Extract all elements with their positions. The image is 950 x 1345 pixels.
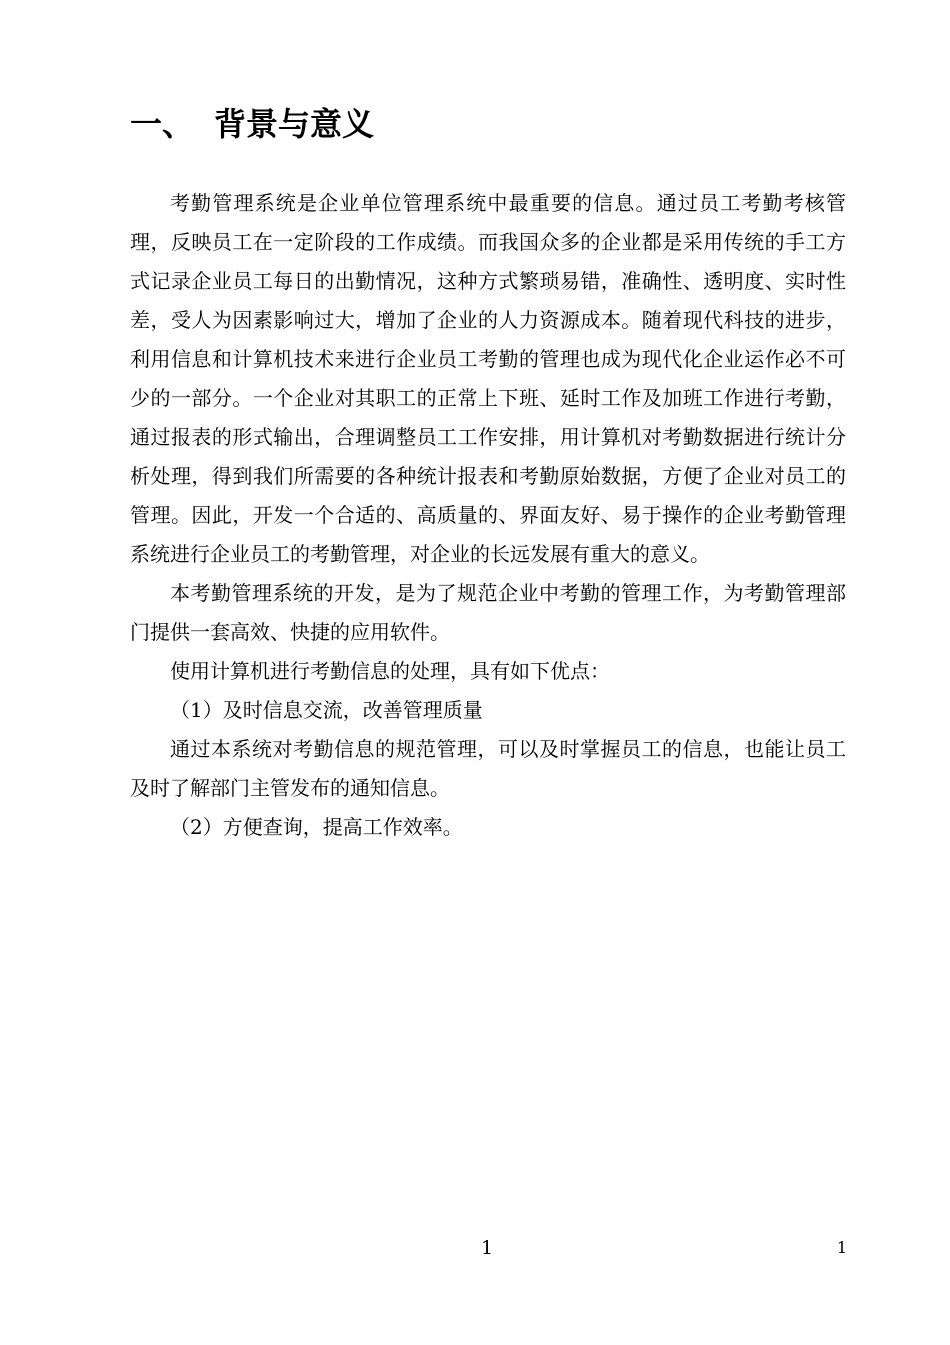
page-number-right: 1 [836,1238,848,1257]
paragraph-advantages-intro: 使用计算机进行考勤信息的处理，具有如下优点： [170,659,610,683]
list-item-1: （1）及时信息交流，改善管理质量 [170,698,483,722]
page-number-center: 1 [480,1237,494,1259]
paragraph-item-1-detail: 通过本系统对考勤信息的规范管理，可以及时掌握员工的信息，也能让员工及时了解部门主管发布的通知信息。 [130,737,846,800]
body-text [130,184,846,847]
section-heading [130,100,374,148]
paragraph-purpose: 本考勤管理系统的开发，是为了规范企业中考勤的管理工作，为考勤管理部门提供一套高效、快捷的应用软件。 [130,581,846,644]
paragraph-background: 考勤管理系统是企业单位管理系统中最重要的信息。通过员工考勤考核管理，反映员工在一定阶段的工作成绩。而我国众多的企业都是采用传统的手工方式记录企业员工每日的出勤情况，这种方式繁琐易错，准确性、透明度、实时性差，受人为因素影响过大，增加了企业的人力资源成本。随着现代科技的进步，利用信息和计算机技术来进行企业员工考勤的管理也成为现代化企业运作必不可少的一部分。一个企业对其职工的正常上下班、延时工作及加班工作进行考勤，通过报表的形式输出，合理调整员工工作安排，用计算机对考勤数据进行统计分析处理，得到我们所需要的各种统计报表和考勤原始数据，方便了企业对员工的管理。因此，开发一个合适的、高质量的、界面友好、易于操作的企业考勤管理系统进行企业员工的考勤管理，对企业的长远发展有重大的意义。 [130,191,846,566]
section-title: 背景与意义 [214,105,375,143]
section-number: 一、 [130,105,195,143]
list-item-2: （2）方便查询，提高工作效率。 [170,815,463,839]
